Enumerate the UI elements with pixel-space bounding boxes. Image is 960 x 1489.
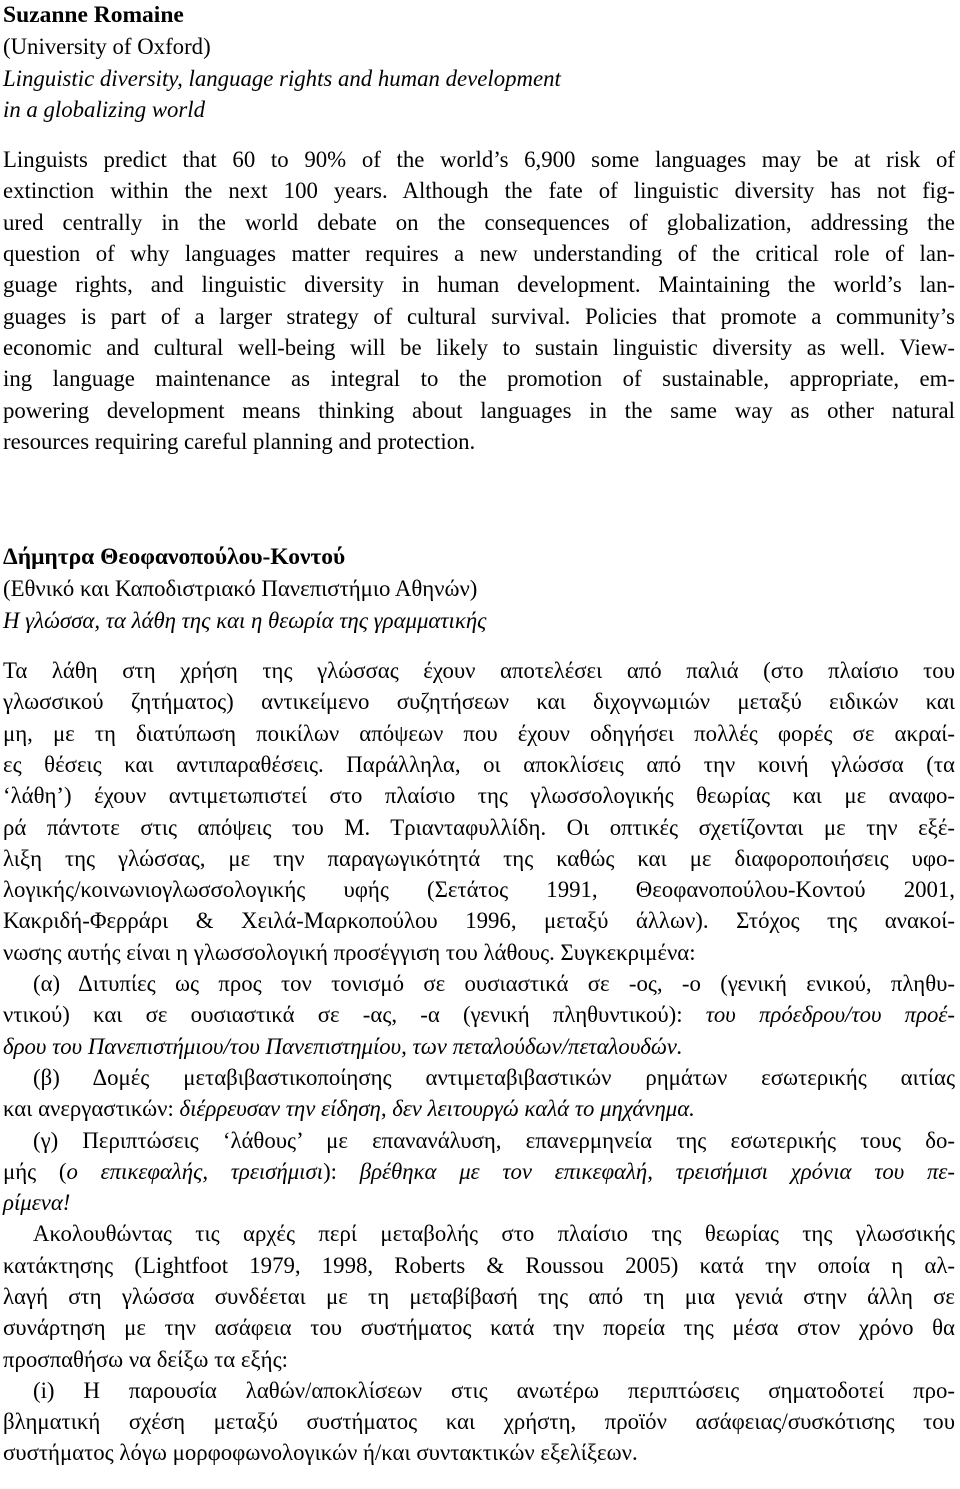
list-item-line: βληματική σχέση μεταξύ συστήματος και χρήστη, προϊόν ασάφειας/συσκότισης του <box>3 1409 955 1435</box>
list-item-line <box>3 999 955 1030</box>
example-text: του πρόεδρου/του προέ- <box>705 1002 955 1028</box>
list-item-a <box>3 968 955 1062</box>
abstract-line: λαγή στη γλώσσα συνδέεται με τη μεταβίβασή της από τη μια γενιά στην άλλη σε <box>3 1283 955 1309</box>
list-item-b <box>3 1062 955 1125</box>
example-text: ο επικεφαλής, τρεισήμισι <box>66 1158 324 1184</box>
abstract-paragraph <box>3 1218 955 1374</box>
abstract-line: extinction within the next 100 years. Although the fate of linguistic diversity has not fig- <box>3 178 955 204</box>
list-item-line <box>3 1093 955 1124</box>
abstract-line: resources requiring careful planning and protection. <box>3 428 476 454</box>
abstract-line: Linguists predict that 60 to 90% of the world’s 6,900 some languages may be at risk of <box>3 147 955 173</box>
abstract-line: λιξη της γλώσσας, με την παραγωγικότητά της καθώς και με διαφοροποιήσεις υφο- <box>3 845 955 871</box>
plain-text: και ανεργαστικών: <box>3 1096 180 1122</box>
list-item-line: (β) Δομές μεταβιβαστικοποίησης αντιμεταβιβαστικών ρημάτων εσωτερικής αιτίας <box>33 1064 955 1090</box>
abstract-line: Τα λάθη στη χρήση της γλώσσας έχουν αποτελέσει από παλιά (στο πλαίσιο του <box>3 658 955 684</box>
abstract-line: συνάρτηση με την ασάφεια του συστήματος κατά την πορεία της μέσα στον χρόνο θα <box>3 1315 955 1341</box>
list-item-line: (i) Η παρουσία λαθών/αποκλίσεων στις ανωτέρω περιπτώσεις σηματοδοτεί προ- <box>33 1377 955 1403</box>
abstract-paragraph <box>3 655 955 968</box>
list-item-line <box>3 1156 955 1187</box>
list-item-i <box>3 1375 955 1469</box>
article-title-line: Linguistic diversity, language rights and human development <box>3 65 561 91</box>
plain-text: ντικού) και σε ουσιαστικά σε -ας, -α (γενική πληθυντικού): <box>3 1002 706 1028</box>
author-affiliation: (University of Oxford) <box>3 34 211 60</box>
abstract-line: μη, με τη διατύπωση ποικίλων απόψεων που έχουν οδηγήσει πολλές φορές σε ακραί- <box>3 720 955 746</box>
abstract-line: ing language maintenance as integral to the promotion of sustainable, appropriate, em- <box>3 366 955 392</box>
example-text: δρου του Πανεπιστήμιου/του Πανεπιστημίου, των πεταλούδων/πεταλουδών. <box>3 1033 683 1059</box>
document-page <box>3 0 955 1469</box>
abstract-line: κατάκτησης (Lightfoot 1979, 1998, Roberts & Roussou 2005) κατά την οποία η αλ- <box>3 1252 955 1278</box>
list-item-line: (α) Διτυπίες ως προς τον τονισμό σε ουσιαστικά σε -ος, -ο (γενική ενικού, πληθυ- <box>33 971 955 997</box>
abstract-line: προσπαθήσω να δείξω τα εξής: <box>3 1346 288 1372</box>
abstract-line: ες θέσεις και αντιπαραθέσεις. Παράλληλα, οι αποκλίσεις από την κοινή γλώσσα (τα <box>3 751 955 777</box>
abstract-line: guages is part of a larger strategy of cultural survival. Policies that promote a community’s <box>3 303 955 329</box>
abstract-line: ρά πάντοτε στις απόψεις του Μ. Τριανταφυλλίδη. Οι οπτικές σχετίζονται με την εξέ- <box>3 814 955 840</box>
article-theofanopoulou <box>3 542 955 1469</box>
abstract-line: γλωσσικού ζητήματος) αντικείμενο συζητήσεων και διχογνωμιών μεταξύ ειδικών και <box>3 689 955 715</box>
article-title: Η γλώσσα, τα λάθη της και η θεωρία της γραμματικής <box>3 607 487 633</box>
list-item-c <box>3 1125 955 1219</box>
plain-text: ): <box>323 1158 360 1184</box>
abstract-line: economic and cultural well-being will be likely to sustain linguistic diversity as well. View- <box>3 334 955 360</box>
abstract-paragraph <box>3 144 955 457</box>
abstract-line: guage rights, and linguistic diversity in human development. Maintaining the world’s lan- <box>3 272 955 298</box>
abstract-line: Κακριδή-Φερράρι & Χειλά-Μαρκοπούλου 1996, μεταξύ άλλων). Στόχος της ανακοί- <box>3 908 955 934</box>
example-text: βρέθηκα με τον επικεφαλή, τρεισήμισι χρόνια του πε- <box>359 1158 955 1184</box>
example-text: διέρρευσαν την είδηση, δεν λειτουργώ καλά το μηχάνημα. <box>179 1096 695 1122</box>
plain-text: μής ( <box>3 1158 67 1184</box>
author-name: Suzanne Romaine <box>3 2 184 28</box>
list-item-line: συστήματος λόγω μορφοφωνολογικών ή/και συντακτικών εξελίξεων. <box>3 1440 638 1466</box>
abstract-line: powering development means thinking about languages in the same way as other natural <box>3 397 955 423</box>
example-text: ρίμενα! <box>3 1190 71 1216</box>
article-title-line: in a globalizing world <box>3 96 206 122</box>
abstract-line: νωσης αυτής είναι η γλωσσολογική προσέγγιση του λάθους. Συγκεκριμένα: <box>3 939 696 965</box>
article-romaine <box>3 0 955 457</box>
abstract-line: λογικής/κοινωνιογλωσσολογικής υφής (Σετάτος 1991, Θεοφανοπούλου-Κοντού 2001, <box>3 877 955 903</box>
list-item-line: (γ) Περιπτώσεις ‘λάθους’ με επανανάλυση, επανερμηνεία της εσωτερικής τους δο- <box>33 1127 955 1153</box>
abstract-line: Ακολουθώντας τις αρχές περί μεταβολής στο πλαίσιο της θεωρίας της γλωσσικής <box>33 1221 955 1247</box>
author-name: Δήμητρα Θεοφανοπούλου-Κοντού <box>3 544 346 571</box>
abstract-line: ‘λάθη’) έχουν αντιμετωπιστεί στο πλαίσιο της γλωσσολογικής θεωρίας και με αναφο- <box>3 783 955 809</box>
abstract-line: question of why languages matter requires a new understanding of the critical role of lan- <box>3 241 955 267</box>
abstract-line: ured centrally in the world debate on the consequences of globalization, addressing the <box>3 209 955 235</box>
author-affiliation: (Εθνικό και Καποδιστριακό Πανεπιστήμιο Αθηνών) <box>3 576 478 602</box>
